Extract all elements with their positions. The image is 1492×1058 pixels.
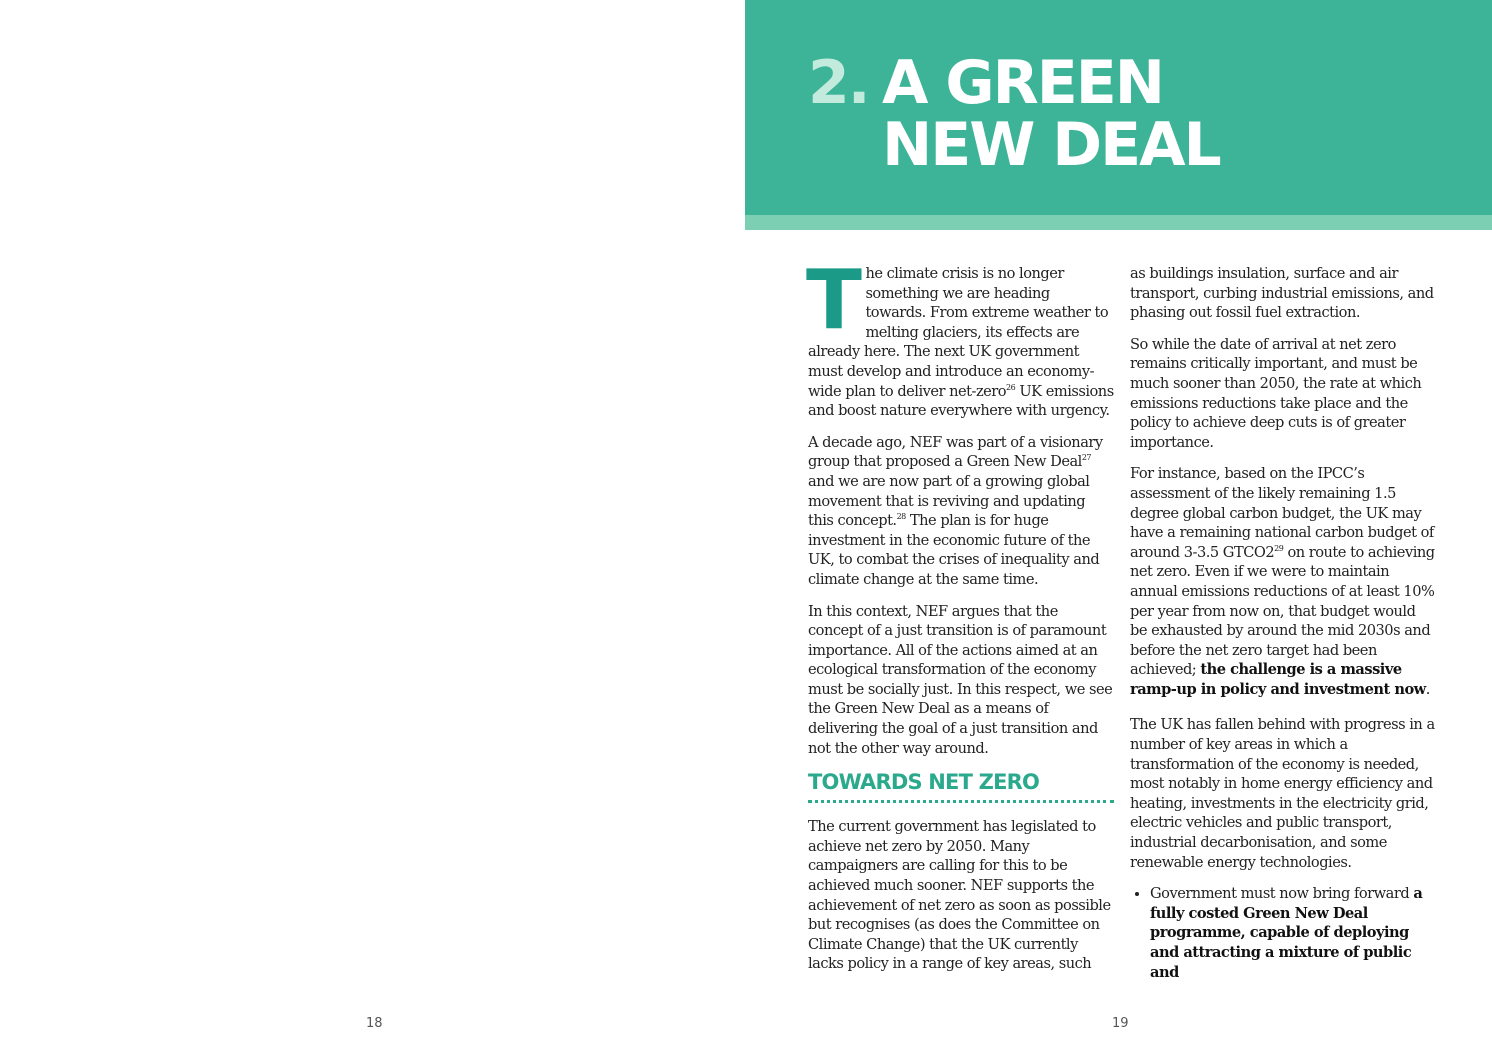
section-heading: TOWARDS NET ZERO [808, 770, 1114, 803]
body-paragraph: For instance, based on the IPCC’s assessment of the likely remaining 1.5 degree global carbon budget, the UK may have a remaining national carbon budget of around 3-3.5 $GTCO2^{29}$ on route to achieving net zero. Even if we were to maintain annual emissions reductions of at least 10% per year from now on, that budget would be exhausted by around the mid 2030s and before the net zero target had been achieved; the challenge is a massive ramp-up in policy and investment now. [1130, 465, 1435, 698]
footnote-ref: 27 [1081, 453, 1092, 463]
left-text-column [806, 253, 1114, 986]
intro-paragraph: The climate crisis is no longer something we are heading towards. From extreme weather to melting glaciers, its effects are already here. The next UK government must develop and introduce an economy-wide plan to deliver net-zero$^{26}$ UK emissions and boost nature everywhere with urgency. [806, 253, 1114, 420]
emphasis-text: the challenge is a massive ramp-up in policy and investment now [1130, 661, 1426, 698]
chapter-title-line1: A GREEN [882, 48, 1163, 118]
body-paragraph: A decade ago, NEF was part of a visionary group that proposed a Green New Deal$^{27}$ and we are now part of a growing global movement that is reviving and updating this concept.$^{28}$ The plan is for huge investment in the economic future of the UK, to combat the crises of inequality and climate change at the same time. [808, 433, 1103, 588]
chapter-number: 2. [808, 48, 869, 118]
right-text-column [1130, 264, 1436, 982]
banner-accent-strip [745, 215, 1492, 230]
page-number-left: 18 [366, 1016, 383, 1031]
footnote-ref: 26 [1006, 382, 1016, 392]
bullet-item: • Government must now bring forward a fully costed Green New Deal programme, capable of deploying and attracting a mixture of public and [1150, 884, 1436, 982]
chapter-title [808, 48, 1220, 180]
body-paragraph: The current government has legislated to achieve net zero by 2050. Many campaigners are calling for this to be achieved much sooner. NEF supports the achievement of net zero as soon as possible but recognises (as does the Committee on Climate Change) that the UK currently lacks policy in a range of key areas, such [808, 818, 1111, 973]
drop-cap: T [806, 253, 862, 348]
chapter-title-line2: NEW DEAL [882, 110, 1220, 180]
body-paragraph: So while the date of arrival at net zero remains critically important, and must be much sooner than 2050, the rate at which emissions reductions take place and the policy to achieve deep cuts is of greater importance. [1130, 335, 1422, 451]
emphasis-text: a fully costed Green New Deal programme, capable of deploying and attracting a mixture of public and [1150, 885, 1423, 981]
body-paragraph: The UK has fallen behind with progress in a number of key areas in which a transformation of the economy is needed, most notably in home energy efficiency and heating, investments in the electricity grid, electric vehicles and public transport, industrial decarbonisation, and some renewable energy technologies. [1130, 716, 1435, 871]
body-paragraph: as buildings insulation, surface and air transport, curbing industrial emissions, and phasing out fossil fuel extraction. [1130, 265, 1434, 322]
page-number-right: 19 [1112, 1016, 1129, 1031]
body-paragraph: In this context, NEF argues that the concept of a just transition is of paramount importance. All of the actions aimed at an ecological transformation of the economy must be socially just. In this respect, we see the Green New Deal as a means of delivering the goal of a just transition and not the other way around. [808, 602, 1113, 757]
bullet-list [1130, 884, 1436, 982]
footnote-ref: 28 [896, 512, 906, 522]
footnote-ref: 29 [1274, 543, 1284, 553]
